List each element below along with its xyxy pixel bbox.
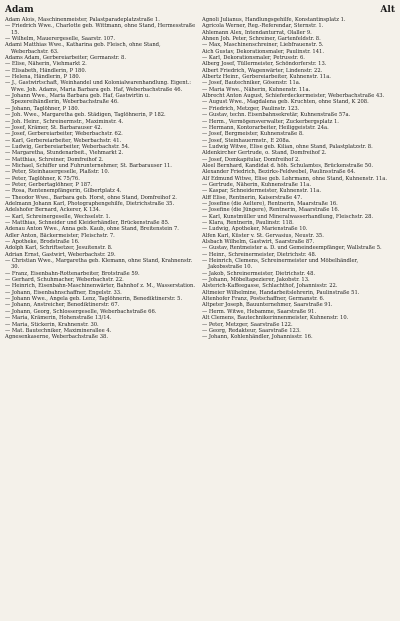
directory-entry: — Gerhard, Schuhmacher, Weberbachstr. 22.	[5, 277, 124, 284]
directory-entry: Altpeter Joseph, Bauunternehmer, Saarstraße 91.	[202, 302, 333, 309]
directory-entry: — Kaspar, Schneidermeister, Kuhnenstr. 11a.	[202, 188, 321, 195]
directory-entry: — Johann, Anstreicher, Benediktinerstr. 67.	[5, 302, 120, 309]
directory-entry: — Johann, Möbeltapezierer, Jakobstr. 13.	[202, 277, 310, 284]
directory-entry: Aldenkircher Gertrude, o. Stand, Domfreihof 2.	[202, 150, 327, 157]
directory-entry: Agnesenkaserne, Weberbachstraße 38.	[5, 334, 108, 341]
directory-entry: — Gustav, Rentmeister a. D. und Gemeindeempfänger, Wallstraße 5.	[202, 245, 382, 252]
left-column	[5, 17, 197, 341]
directory-entry: — Ludwig, Apotheker, Marienstraße 10.	[202, 226, 308, 233]
directory-entry: Aich Gustav, Dekorationsmaler, Paulinstr. 141.	[202, 48, 324, 55]
directory-entry: — Peter, Taglöhner, K 75/76.	[5, 175, 80, 182]
directory-entry: — Christian Wwe., Margaretha geb. Klemann, ohne Stand, Krahnenstr. 30.	[5, 258, 193, 271]
directory-entry: — Maria, Krämerin, Hohenstraße 13/14.	[5, 315, 112, 322]
directory-entry: Alfen Karl, Küster v. St. Gervasius, Neustr. 35.	[202, 232, 324, 239]
directory-entry: — Johann, Eisenbahnschaffner, Engelstr. 33.	[5, 289, 122, 296]
directory-entry: — August Wwe., Magdalena geb. Kruchten, ohne Stand, K 208.	[202, 99, 369, 106]
directory-entry: Ahnen Joh. Peter, Schreiner, Gartenfeldstr. 8.	[202, 36, 321, 43]
directory-entry: — Matthias, Schreiner, Domfreihof 2.	[5, 156, 104, 163]
directory-entry: — Herm., Vermögensverwalter, Zuckerbergsplatz 1.	[202, 118, 339, 125]
directory-entry: — Max, Maschinenschreiner, Liebfrauenstr. 5.	[202, 42, 324, 49]
directory-entry: — Elisabeth, Händlerin, P 180.	[5, 67, 87, 74]
directory-entry: — Ludwig, Gerbereiarbeiter, Weberbachstr. 54.	[5, 143, 130, 150]
directory-entry: Albertz Heinr., Gerbereiarbeiter, Kuhnenstr. 11a.	[202, 74, 331, 81]
directory-entry: — Johann Wwe., Angela geb. Lenz, Taglöhnerin, Benediktinerstr. 5.	[5, 296, 183, 303]
right-column	[202, 17, 394, 341]
directory-entry: — Karl, Dekorationsmaler, Petrusstr. 6.	[202, 55, 305, 62]
directory-entry: — Georg, Redakteur, Saarstraße 123.	[202, 327, 301, 334]
directory-entry: Albert Friedrich, Wagenwärter, Lindenstr. 22.	[202, 67, 323, 74]
directory-entry: — Josef, Gerbereiarbeiter, Weberbachstr. 62.	[5, 131, 123, 138]
directory-entry: — Josef, Bautechniker, Gösenstr. 11a.	[202, 80, 301, 87]
directory-entry: Alf Edmund Witwe, Elise geb. Lohrmann, ohne Stand, Kuhnenstr. 11a.	[202, 175, 388, 182]
header-left-word: Adam	[5, 4, 34, 15]
directory-entry: — Josef, Krämer, St. Barbarauser 42.	[5, 124, 103, 131]
directory-entry: — Jakob, Schreinermeister, Dietrichstr. 48.	[202, 270, 316, 277]
directory-entry: — Joh. Heinr., Schreinermstr., Maximinstr. 4.	[5, 118, 124, 125]
directory-entry: Alt Clemens, Bautechnikerinnenmeister, Kuhnenstr. 10.	[202, 315, 349, 322]
directory-entry: — Josefine (die Aeltere), Rentnerin, Maarstraße 16.	[202, 200, 338, 207]
directory-entry: — J., Gastwirtschaft, Weinhandel und Kolonialwarenhandlung. Eigent.: Wwe. Joh. Adams, Maria Barbara geb. Haf, Weberbachstraße 46.	[5, 80, 192, 93]
directory-entry: Adam Alois, Maschinenmeister, Palastparadeplatzstraße 1.	[5, 17, 160, 23]
header-right-word: Alt	[380, 4, 395, 15]
directory-entry: Alsterich-Kaffeegasse, Schlachthof, Johannisstr. 22.	[202, 283, 338, 290]
directory-entry: — Karl, Schreinergeselle, Wechselstr. 1.	[5, 213, 111, 220]
directory-entry: Albrecht Anton August, Schieferdeckermeister, Weberbachstraße 43.	[202, 93, 385, 100]
directory-entry: — Heinrich, Clemens, Schreinermeister und Möbelhändler, Jakobsstraße 10.	[202, 258, 359, 271]
directory-entry: — Josef, Steinhauermstr., E 208a.	[202, 137, 291, 144]
directory-entry: — Karl, Gerbereiarbeiter, Weberbachstr. 41.	[5, 137, 122, 144]
directory-entry: — Rosa, Rentenempfängerin, Gilbertplatz 4.	[5, 188, 122, 195]
directory-entry: — Klara, Rentnerin, Paulinstr. 118.	[202, 220, 294, 226]
directory-entry: — Mat. Bautechniker, Maximinerallee 4.	[5, 327, 112, 334]
directory-entry: — Josef, Domkapitular, Domfreihof 2.	[202, 156, 300, 163]
directory-entry: — Heinrich, Eisenbahn-Maschinenwärter, Bahnhof z. M., Wasserstation.	[5, 283, 196, 290]
directory-entry: — Joh. Wwe., Margaretha geb. Städigen, Taglöhnerin, P 182.	[5, 112, 166, 119]
directory-entry: Agnoli Julianus, Handlungsgehilfe, Konstantinsplatz 1.	[202, 17, 346, 23]
directory-entry: — Matthias, Schneider und Kleiderhändler, Brückenstraße 85.	[5, 220, 170, 226]
directory-entry: — Gustav, techn. Eisenbahnsekretär, Kuhnenstraße 57a.	[202, 112, 351, 119]
directory-entry: — Friedrich, Metzger, Paulinstr. 123.	[202, 105, 300, 112]
directory-entry: — Helena, Händlerin, P 180.	[5, 74, 81, 81]
directory-entry: Alexander Friedrich, Bezirks-Feldwebel, Paulinsstraße 64.	[202, 169, 356, 176]
directory-entry: Alberg Josef, Tüllermeister, Schöndorferstr. 13.	[202, 61, 327, 68]
directory-entry: Alsbach Wilhelm, Gastwirt, Saarstraße 87.	[202, 239, 315, 246]
directory-entry: Adelshofer Bernard, Ackerer, K 134.	[5, 207, 101, 214]
directory-entry: Adami Matthias Wwe., Katharina geb. Fleisch, ohne Stand, Weberbachstr. 63.	[5, 42, 161, 55]
directory-columns	[5, 17, 395, 341]
directory-entry: Aleel Bernhard, Kandidat d. höh. Schulamtes, Brückenstraße 50.	[202, 162, 374, 169]
directory-entry: — Apotheke, Brodstraße 16.	[5, 239, 80, 246]
directory-entry: — Peter, Gerbertaglöhner, P 187.	[5, 181, 93, 188]
directory-entry: Adrian Ernst, Gastwirt, Weberbachstr. 29.	[5, 251, 116, 258]
directory-entry: Adolph Karl, Schriftsetzer, Jesuitenstr. 8.	[5, 245, 113, 252]
directory-entry: Adelmann Johann Karl, Photographengehilfe, Dietrichstraße 35.	[5, 200, 175, 207]
directory-entry: Alff Elise, Rentnerin, Kaiserstraße 47.	[202, 194, 303, 201]
directory-entry: — Josefine (die Jüngere), Rentnerin, Maarstraße 16.	[202, 207, 340, 214]
directory-entry: Ahlemann Alex, Intendanturrat, Olaller 9.	[202, 29, 312, 36]
directory-entry: — Ludwig Witwe, Elise geb. Kilian, ohne Stand, Palastplatzstr. 8.	[202, 143, 373, 150]
directory-entry: — Josef, Bergmeister, Kuhnenstraße 8.	[202, 131, 304, 138]
directory-entry: — Heinr., Schreinermeister, Dietrichstr. 48.	[202, 251, 317, 258]
directory-entry: — Karl, Kunstmüller und Mineralwasserhandlung, Fleischstr. 28.	[202, 213, 374, 220]
directory-entry: — Theodor Wwe., Barbara geb. Horst, ohne Stand, Domfreihof 2.	[5, 194, 177, 201]
directory-entry: Adenau Anton Wwe., Anna geb. Kaub, ohne Stand, Breitenstein 7.	[5, 226, 179, 233]
directory-entry: — Elise, Näherin, Viehmarkt 2.	[5, 61, 87, 68]
directory-entry: — Peter, Metzger, Saarstraße 122.	[202, 321, 293, 328]
directory-entry: — Peter, Steinhauergeselle, Plaßstr. 10.	[5, 169, 110, 176]
directory-entry: — Herm. Witwe, Hebamme, Saarstraße 91.	[202, 308, 317, 315]
directory-entry: — Johann, Georg, Schlossergeselle, Weberbachstraße 66.	[5, 308, 157, 315]
directory-entry: Altmeier Wilhelmine, Handarbeitslehrerin, Paulinstraße 51.	[202, 289, 360, 296]
directory-entry: — Hermann, Kontorarbeiter, Heiliggeiststr. 24a.	[202, 124, 329, 131]
directory-entry: — Maria, Stickerin, Krahnenstr. 30.	[5, 321, 99, 328]
directory-entry: — Margaretha, Stundenarbeit., Viehmarkt 2.	[5, 150, 124, 157]
directory-entry: Adler Anton, Bäckermeister, Fleischstr. 7.	[5, 232, 115, 239]
directory-entry: — Gertrude, Näherin, Kuhnenstraße 11a.	[202, 181, 311, 188]
directory-entry: — Johann, Taglöhner, P 180.	[5, 105, 80, 112]
page-header	[5, 4, 395, 15]
directory-entry: — Michael, Schiffer und Fuhrunternehmer, St. Barbarauser 11.	[5, 162, 172, 169]
directory-entry: — Friedrich Wwe., Charlotte geb. Wittmann, ohne Stand, Hermesstraße 15.	[5, 23, 196, 36]
directory-entry: Agricola Werner, Reg.-Referendar, Sternstr. 1.	[202, 23, 324, 30]
directory-entry: — Wilhelm, Mauerergeselle, Saarstr. 107.	[5, 36, 116, 43]
directory-entry: — Johann, Kohlenhändler, Johannisstr. 16.	[202, 334, 313, 341]
directory-entry: — Franz, Eisenbahn-Rottenarbeiter, Brotstraße 59.	[5, 270, 140, 277]
directory-entry: Adams Adam, Gerbereiarbeiter, Germanstr. 8.	[5, 55, 126, 62]
directory-entry: — Johann Wwe., Maria Barbara geb. Haf, Gastwirtin u. Spezereihändlerin, Weberbachstraße 46.	[5, 93, 150, 106]
directory-entry: Altenhofer Franz, Postschaffner, Germanstr. 6.	[202, 296, 325, 303]
directory-entry: — Maria Wwe., Näherin, Kuhnenstr. 11a.	[202, 86, 311, 93]
